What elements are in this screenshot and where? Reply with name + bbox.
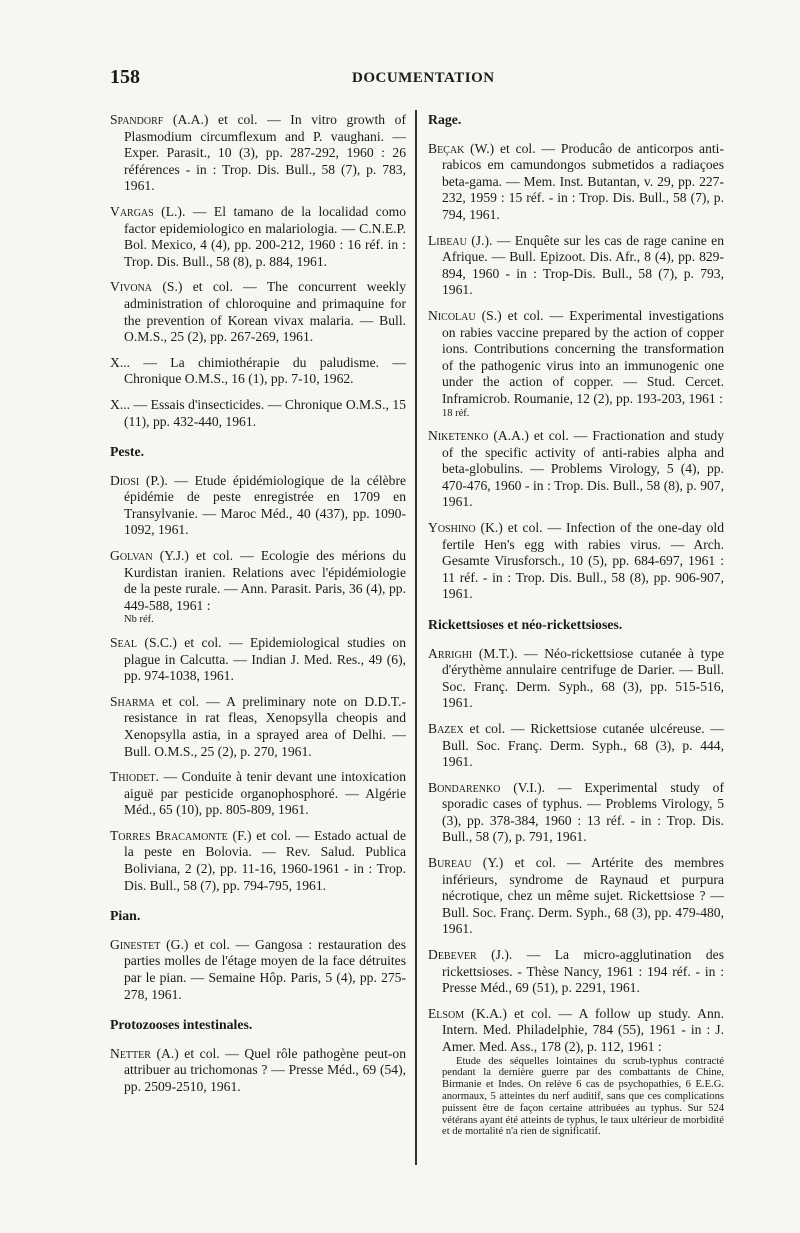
bibliography-entry (110, 397, 406, 430)
entry-author: Vivona (S.) (110, 279, 183, 295)
bibliography-entry (428, 1006, 724, 1056)
section-heading: Pian. (110, 908, 141, 924)
entry-author: Golvan (Y.J.) (110, 548, 189, 564)
entry-author: Arrighi (M.T.) (428, 645, 515, 661)
entry-note: Nb réf. (124, 614, 154, 626)
entry-citation: et col. — Experimental investigations on rabies vaccine prepared by the action of copper ions. Contributions concerning the transformation of the pathogenic virus into an immunogenic one under the action of copper. — Stud. Cercet. Inframicrob. Roumanie, 12 (2), pp. 193-203, 1961 : (442, 307, 724, 406)
section-heading: Rickettsioses et néo-rickettsioses. (428, 616, 623, 632)
bibliography-entry (110, 769, 406, 819)
bibliography-entry (110, 694, 406, 760)
bibliography-entry (110, 1046, 406, 1096)
entry-citation: et col. — Gangosa : restauration des parties molles de l'étage moyen de la face détruites par le pian. — Semaine Hôp. Paris, 5 (4), pp. 275-278, 1961. (124, 936, 406, 1002)
entry-citation: — La chimiothérapie du paludisme. — Chronique O.M.S., 16 (1), pp. 7-10, 1962. (124, 354, 406, 387)
entry-author: Elsom (K.A.) (428, 1005, 507, 1021)
entry-author: Nicolau (S.) (428, 307, 502, 323)
entry-citation: . — Enquête sur les cas de rage canine en Afrique. — Bull. Epizoot. Dis. Afr., 8 (4), pp. 829-894, 1960 - in : Trop-Dis. Bull., 58 (7), p. 793, 1961. (442, 232, 724, 298)
page-number: 158 (110, 66, 140, 88)
entry-citation: et col. — Infection of the one-day old fertile Hen's egg with rabies virus. — Arch. Gesamte Virusforsch., 10 (5), pp. 684-697, 1961 : 11 réf. - in : Trop. Dis. Bull., 58 (8), pp. 906-907, 1961. (442, 519, 725, 602)
entry-citation: . — La micro-agglutination des rickettsioses. - Thèse Nancy, 1961 : 194 réf. - in : Presse Méd., 69 (51), p. 2291, 1961. (442, 947, 724, 996)
entry-citation: et col. — Fractionation and study of the specific activity of anti-rabies alpha and beta-globulins. — Problems Virology, 5 (4), pp. 470-476, 1960 - in : Trop. Dis. Bull., 58 (8), p. 907, 1961. (442, 428, 724, 510)
bibliography-entry (428, 721, 724, 771)
section-heading: Peste. (110, 444, 145, 460)
bibliography-entry (428, 428, 724, 511)
entry-author: Torres Bracamonte (F.) (110, 827, 252, 843)
section-heading: Protozooses intestinales. (110, 1017, 253, 1033)
running-title: DOCUMENTATION (352, 70, 495, 86)
entry-citation: et col. — A follow up study. Ann. Intern. Med. Philadelphie, 784 (55), 1961 - in : J. Amer. Med. Ass., 178 (2), p. 112, 1961 : (442, 1005, 724, 1054)
entry-citation: et col. — In vitro growth of Plasmodium circumflexum and P. vaughani. — Exper. Parasit., 10 (3), pp. 287-292, 1960 : 26 références - in : Trop. Dis. Bull., 58 (7), p. 783, 1961. (124, 112, 406, 194)
bibliography-entry (110, 635, 406, 685)
entry-citation: et col. — Producâo de anticorpos anti-rabicos em camundongos submetidos a radiaçoes beta-gama. — Mem. Inst. Butantan, v. 29, pp. 227-232, 1959 : 15 réf. - in : Trop. Dis. Bull., 58 (7), p. 794, 1961. (442, 140, 724, 222)
entry-group (428, 141, 724, 603)
entry-group (110, 937, 406, 1003)
entry-citation: — Essais d'insecticides. — Chronique O.M.S., 15 (11), pp. 432-440, 1961. (124, 396, 406, 429)
entry-author: Seal (S.C.) (110, 634, 177, 650)
bibliography-entry (110, 355, 406, 388)
entry-group (428, 646, 724, 1139)
entry-group (110, 112, 406, 430)
bibliography-entry (428, 520, 724, 603)
entry-group (110, 1046, 406, 1096)
entry-citation: . — Néo-rickettsiose cutanée à type d'érythème annulaire centrifuge de Darier. — Bull. Soc. Franç. Derm. Syph., 68 (3), pp. 515-516, 1961. (442, 645, 724, 711)
entry-author: Yoshino (K.) (428, 519, 503, 535)
entry-citation: et col. — Estado actual de la peste en Bolovia. — Rev. Salud. Publica Boliviana, 2 (2), pp. 11-16, 1960-1961 - in : Trop. Dis. Bull., 58 (7), pp. 794-795, 1961. (124, 827, 406, 893)
entry-citation: et col. — Rickettsiose cutanée ulcéreuse. — Bull. Soc. Franç. Derm. Syph., 68 (3), p. 444, 1961. (442, 720, 724, 770)
entry-author: Libeau (J.) (428, 232, 490, 248)
entry-author: Spandorf (A.A.) (110, 112, 209, 127)
right-column (428, 112, 724, 1138)
bibliography-entry (428, 947, 724, 997)
bibliography-entry (428, 855, 724, 938)
entry-author: X... (110, 354, 131, 370)
bibliography-entry (428, 646, 724, 712)
entry-author: Vargas (L.) (110, 203, 182, 219)
entry-note: 18 réf. (442, 407, 470, 419)
entry-abstract: Etude des séquelles lointaines du scrub-typhus contracté pendant la dernière guerre par des combattants de Chine, Birmanie et Indes. On relève 6 cas de psychopathies, 6 E.E.G. anormaux, 5 atteintes du nerf auditif, sans que ces complications puissent être de façon certaine attribuées au typhus. Sur 524 vétérans ayant été atteints de typhus, le taux ultérieur de morbidité et de mortalité n'a rien de significatif. (442, 1055, 724, 1138)
entry-author: Thiodet (110, 769, 156, 785)
bibliography-entry (428, 308, 724, 408)
entry-citation: et col. — Epidemiological studies on plague in Calcutta. — Indian J. Med. Res., 49 (6), pp. 974-1038, 1961. (124, 634, 406, 684)
entry-author: Ginestet (G.) (110, 936, 189, 952)
bibliography-entry (428, 780, 724, 846)
bibliography-entry (428, 141, 724, 224)
entry-citation: . — Etude épidémiologique de la célèbre épidémie de peste enregistrée en 1709 en Transylvanie. — Maroc Méd., 40 (437), pp. 1090-1092, 1961. (124, 472, 407, 538)
bibliography-entry (110, 204, 406, 270)
entry-citation: et col. — Ecologie des mérions du Kurdistan iranien. Relations avec l'épidémiologie de la peste rurale. — Ann. Parasit. Paris, 36 (4), pp. 449-588, 1961 : (124, 548, 406, 613)
entry-author: Diosi (P.) (110, 472, 165, 488)
bibliography-entry (428, 233, 724, 299)
entry-citation: et col. — The concurrent weekly administration of chloroquine and primaquine for the prevention of Korean vivax malaria. — Bull. O.M.S., 25 (2), pp. 267-269, 1961. (124, 279, 406, 345)
entry-citation: . — Experimental study of sporadic cases of typhus. — Problems Virology, 5 (3), pp. 378-384, 1960 : 13 réf. - in : Trop. Dis. Bull., 58 (7), p. 791, 1961. (442, 779, 724, 845)
entry-citation: et col. — A preliminary note on D.D.T.-resistance in rat fleas, Xenopsylla cheopis and Xenopsylla astia, in a sprayed area of Delhi. — Bull. O.M.S., 25 (2), p. 270, 1961. (124, 693, 406, 759)
bibliography-entry (110, 548, 406, 614)
entry-author: Niketenko (A.A.) (428, 428, 529, 443)
bibliography-entry (110, 473, 406, 539)
entry-citation: . — Conduite à tenir devant une intoxication aiguë par pesticide organophosphoré. — Algérie Méd., 65 (10), pp. 805-809, 1961. (124, 769, 406, 818)
entry-author: Bazex (428, 720, 464, 736)
entry-author: Debever (J.) (428, 947, 509, 963)
entry-author: X... (110, 396, 131, 412)
entry-author: Bureau (Y.) (428, 855, 504, 871)
section-heading: Rage. (428, 112, 462, 127)
entry-group (110, 473, 406, 895)
entry-author: Beçak (W.) (428, 140, 495, 156)
entry-citation: . — El tamano de la localidad como factor epidemiologico en malariologia. — C.N.E.P. Bol. Mexico, 4 (4), pp. 200-212, 1960 : 16 réf. in : Trop. Dis. Bull., 58 (8), p. 884, 1961. (124, 203, 406, 269)
left-column (110, 112, 406, 1105)
bibliography-entry (110, 828, 406, 894)
entry-author: Netter (A.) (110, 1045, 179, 1061)
entry-citation: et col. — Artérite des membres inférieurs, syndrome de Raynaud et purpura nécrotique, chez un même sujet. Rickettsiose ? — Bull. Soc. Franç. Derm. Syph., 68 (3), pp. 479-480, 1961. (442, 855, 724, 937)
bibliography-entry (110, 937, 406, 1003)
entry-author: Sharma (110, 693, 155, 709)
entry-author: Bondarenko (V.I.) (428, 779, 542, 795)
bibliography-entry (110, 279, 406, 345)
column-divider (415, 110, 417, 1165)
entry-citation: et col. — Quel rôle pathogène peut-on attribuer au trichomonas ? — Presse Méd., 69 (54), pp. 2509-2510, 1961. (124, 1045, 406, 1094)
bibliography-entry (110, 112, 406, 195)
